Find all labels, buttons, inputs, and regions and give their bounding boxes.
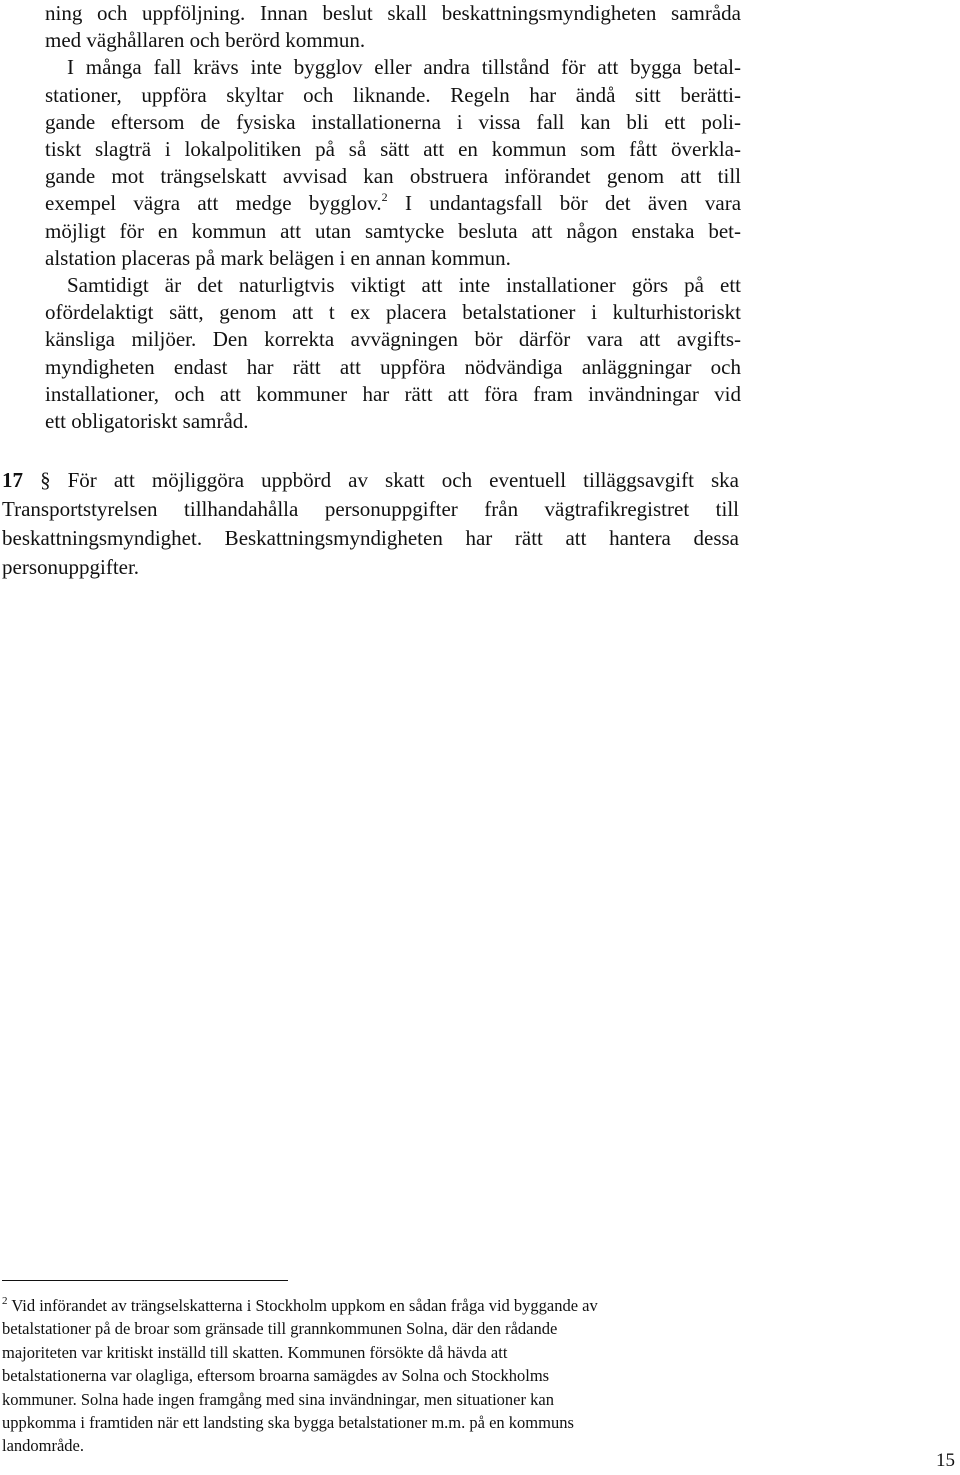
text-fragment: exempel vägra att medge bygglov. — [45, 191, 382, 216]
text-line: I många fall krävs inte bygglov eller andra tillstånd för att bygga betal- — [67, 55, 741, 80]
text-line: betalstationer på de broar som gränsade till grannkommunen Solna, där den rådande — [2, 1319, 558, 1339]
text-line: ning och uppföljning. Innan beslut skall beskattningsmyndigheten samråda — [45, 1, 741, 25]
text-line: alstation placeras på mark belägen i en annan kommun. — [45, 245, 511, 270]
text-line: personuppgifter. — [2, 555, 140, 579]
text-line: ett obligatoriskt samråd. — [45, 409, 249, 434]
section-symbol: § — [40, 468, 51, 492]
text-line: möjligt för en kommun att utan samtycke besluta att någon enstaka bet- — [45, 218, 741, 243]
text-fragment: För att möjliggöra uppbörd av skatt och eventuell tilläggsavgift ska — [67, 468, 740, 492]
text-line: majoriteten var kritiskt inställd till skatten. Kommunen försökte då hävda att — [2, 1342, 508, 1362]
text-line: beskattningsmyndighet. Beskattningsmyndigheten har rätt att hantera dessa — [2, 526, 739, 550]
text-line: uppkomma i framtiden när ett landsting ska bygga betalstationer m.m. på en kommuns — [2, 1413, 574, 1433]
text-line: gande mot trängselskatt avvisad kan obstruera införandet genom att till — [45, 164, 741, 189]
text-line: Transportstyrelsen tillhandahålla personuppgifter från vägtrafikregistret till — [2, 497, 739, 521]
text-line: känsliga miljöer. Den korrekta avvägningen bör därför vara att avgifts- — [45, 327, 741, 352]
text-line: Samtidigt är det naturligtvis viktigt att inte installationer görs på ett — [67, 273, 741, 298]
text-line: kommuner. Solna hade ingen framgång med sina invändningar, men situationer kan — [2, 1389, 554, 1409]
footnote-divider — [2, 1280, 288, 1281]
page-number: 15 — [936, 1450, 955, 1471]
text-line: betalstationerna var olagliga, eftersom broarna samägdes av Solna och Stockholms — [2, 1366, 550, 1386]
text-fragment: I undantagsfall bör det även vara — [404, 191, 742, 216]
footnote — [2, 1294, 742, 1458]
commentary-text — [45, 0, 741, 435]
footnote-reference[interactable]: 2 — [381, 190, 388, 205]
text-line-with-footnote — [45, 190, 741, 217]
text-line: tiskt slagträ i lokalpolitiken på så sätt att en kommun som fått överkla- — [45, 137, 741, 162]
section-first-line — [2, 466, 739, 495]
text-line: gande eftersom de fysiska installationerna i vissa fall kan bli ett poli- — [45, 109, 741, 134]
footnote-marker: 2 — [2, 1295, 8, 1307]
text-line: installationer, och att kommuner har rätt att föra fram invändningar vid — [45, 381, 741, 406]
statute-section — [2, 466, 739, 582]
text-fragment: Vid införandet av trängselskatterna i Stockholm uppkom en sådan fråga vid byggande av — [11, 1296, 598, 1315]
text-line: myndigheten endast har rätt att uppföra nödvändiga anläggningar och — [45, 354, 741, 379]
text-line: ofördelaktigt sätt, genom att t ex placera betalstationer i kulturhistoriskt — [45, 300, 741, 325]
footnote-first-line — [2, 1294, 742, 1317]
text-line: landområde. — [2, 1436, 85, 1456]
section-number: 17 — [2, 468, 23, 492]
text-line: stationer, uppföra skyltar och liknande. Regeln har ändå sitt berätti- — [45, 82, 741, 107]
text-line: med väghållaren och berörd kommun. — [45, 28, 366, 53]
